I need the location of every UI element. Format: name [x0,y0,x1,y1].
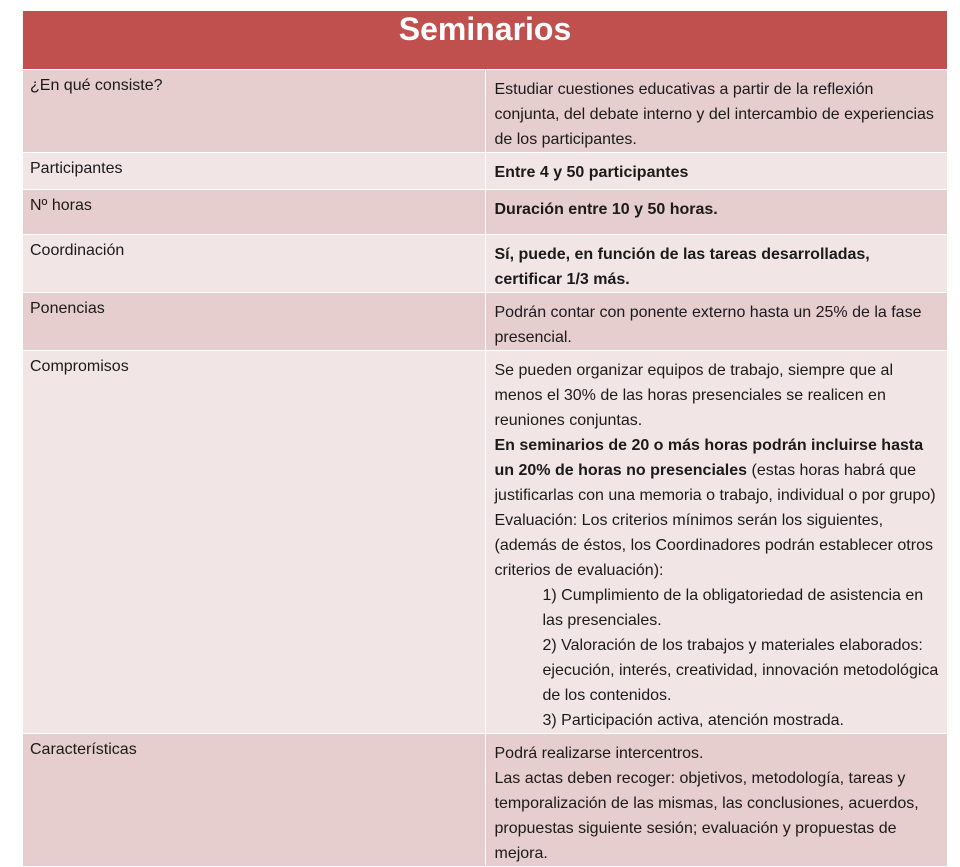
row-label: Ponencias [23,293,486,351]
caracteristicas-paragraph-2: Las actas deben recoger: objetivos, metodología, tareas y temporalización de las mismas, las conclusiones, acuerdos, propuestas siguiente sesión; evaluación y propuestas de mejora. [494,770,919,862]
seminarios-table [22,10,948,867]
table-row-coordinacion [23,235,948,293]
row-label: Nº horas [23,190,486,235]
table-row-caracteristicas [23,734,948,867]
compromisos-paragraph-1: Se pueden organizar equipos de trabajo, siempre que al menos el 30% de las horas presenciales se realicen en reuniones conjuntas. [494,362,893,429]
row-value [485,351,948,734]
table-row-participantes [23,153,948,190]
table-row-compromisos [23,351,948,734]
row-label: Características [23,734,486,867]
table-row-ponencias [23,293,948,351]
row-label: Participantes [23,153,486,190]
row-value: Sí, puede, en función de las tareas desarrolladas, certificar 1/3 más. [485,235,948,293]
caracteristicas-paragraph-1: Podrá realizarse intercentros. [494,745,704,762]
table-row-horas [23,190,948,235]
row-value [485,734,948,867]
row-label: Compromisos [23,351,486,734]
row-value: Entre 4 y 50 participantes [485,153,948,190]
compromisos-paragraph-3: Evaluación: Los criterios mínimos serán los siguientes, (además de éstos, los Coordinadores podrán establecer otros criterios de evaluación): [494,512,933,579]
compromisos-normal-text: (estas horas habrá que justificarlas con una memoria o trabajo, individual o por grupo) [494,462,936,504]
row-label: Coordinación [23,235,486,293]
row-value: Estudiar cuestiones educativas a partir de la reflexión conjunta, del debate interno y del intercambio de experiencias de los participantes. [485,70,948,153]
table-row-consiste [23,70,948,153]
row-value: Duración entre 10 y 50 horas. [485,190,948,235]
table-header-row [23,11,948,70]
evaluation-criterion-1: 1) Cumplimiento de la obligatoriedad de asistencia en las presenciales. [542,587,924,629]
compromisos-bold-text: En seminarios de 20 o más horas podrán incluirse hasta un 20% de horas no presenciales [494,437,924,479]
row-value: Podrán contar con ponente externo hasta un 25% de la fase presencial. [485,293,948,351]
compromisos-paragraph-2 [495,433,940,508]
evaluation-criterion-2: 2) Valoración de los trabajos y materiales elaborados: ejecución, interés, creatividad, innovación metodológica de los contenidos. [542,637,939,704]
evaluation-criterion-3: 3) Participación activa, atención mostrada. [542,712,844,729]
table-title: Seminarios [23,11,948,70]
row-label: ¿En qué consiste? [23,70,486,153]
